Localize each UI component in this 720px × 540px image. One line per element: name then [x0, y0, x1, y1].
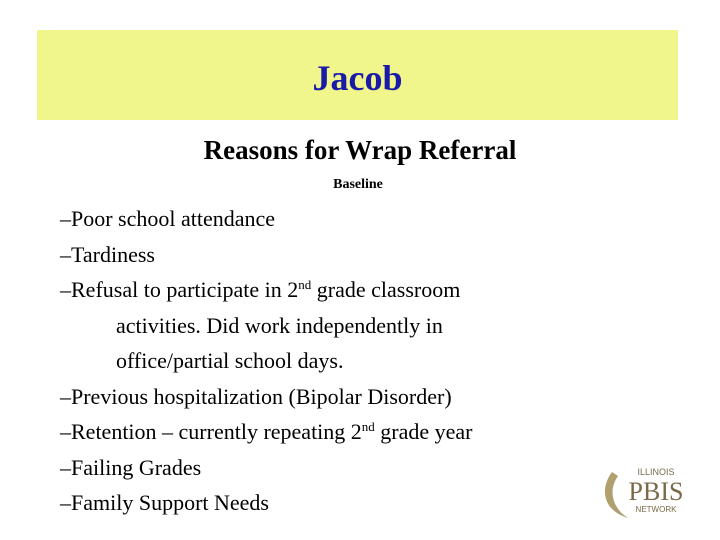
title-bar [37, 30, 678, 120]
bullet-text: –Retention – currently repeating 2 [60, 419, 362, 444]
slide-subtitle: Reasons for Wrap Referral [203, 135, 517, 165]
bullet-continuation: activities. Did work independently in [116, 312, 443, 338]
ordinal-suffix: nd [298, 277, 312, 292]
bullet-item [60, 414, 620, 450]
bullet-text: grade year [374, 419, 473, 444]
bullet-text: grade classroom [311, 277, 461, 302]
ordinal-suffix: nd [361, 419, 375, 434]
bullet-item: –Failing Grades [60, 454, 202, 480]
bullet-item: –Tardiness [60, 241, 155, 267]
logo-line-illinois: ILLINOIS [637, 467, 675, 477]
illinois-pbis-network-logo [598, 458, 694, 522]
bullet-item: –Family Support Needs [60, 490, 269, 515]
bullet-item: –Previous hospitalization (Bipolar Disorder) [60, 383, 452, 409]
logo-line-network: NETWORK [635, 505, 677, 514]
bullet-item [60, 272, 620, 308]
section-label: Baseline [333, 177, 383, 192]
bullet-text: –Refusal to participate in 2 [60, 277, 299, 302]
slide-title: Jacob [312, 58, 403, 98]
bullet-continuation: office/partial school days. [116, 348, 344, 373]
bullet-list [60, 201, 620, 521]
logo-swoosh [605, 472, 628, 518]
logo-line-pbis: PBIS [628, 477, 684, 506]
bullet-item: –Poor school attendance [60, 206, 276, 231]
